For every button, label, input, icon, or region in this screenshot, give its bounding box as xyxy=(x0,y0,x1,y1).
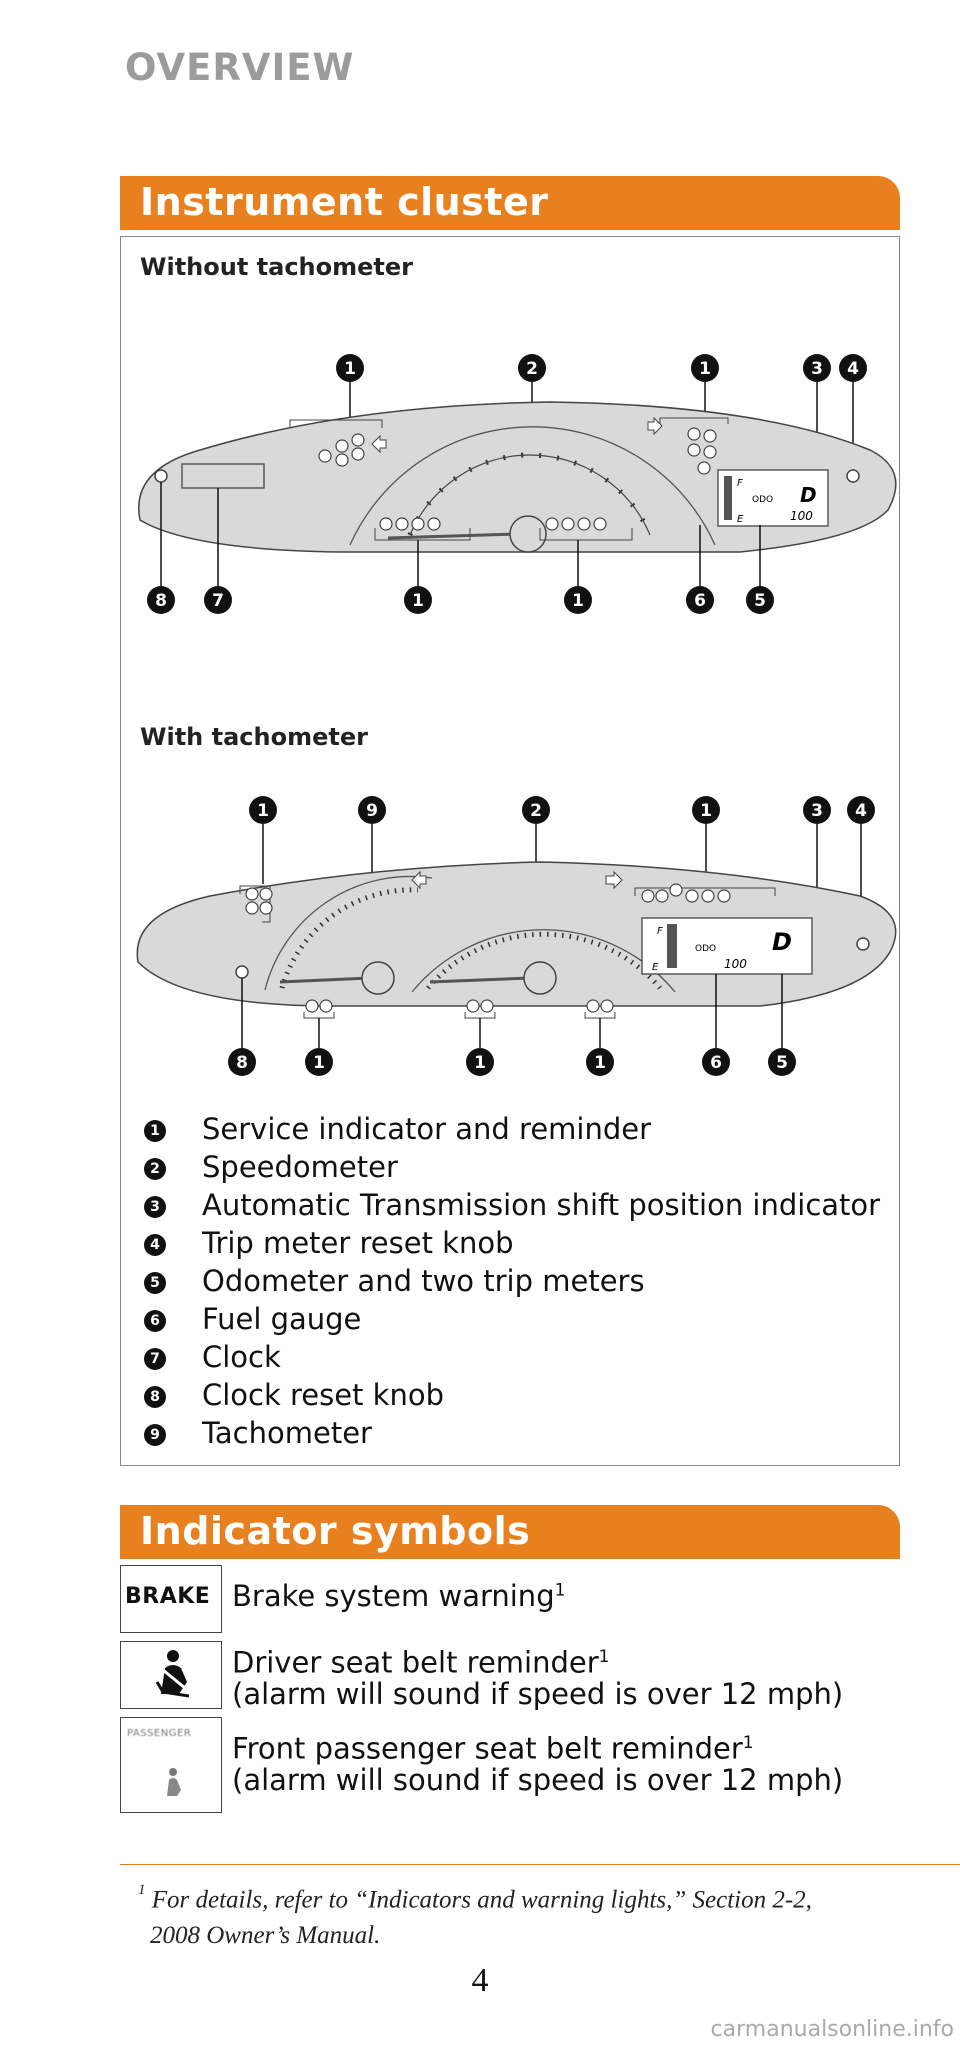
page-number: 4 xyxy=(471,1962,489,1999)
brake-warning-icon xyxy=(120,1565,222,1633)
odometer-value: 100 xyxy=(790,509,813,523)
bottom-callouts xyxy=(228,1048,796,1076)
callout-1: 1 xyxy=(699,359,711,379)
clock-reset-knob xyxy=(155,470,167,482)
callout-3: 3 xyxy=(811,801,823,821)
legend-text: Clock reset knob xyxy=(202,1378,444,1412)
indicator-note: (alarm will sound if speed is over 12 mph) xyxy=(232,1762,844,1797)
legend-text: Clock xyxy=(202,1340,281,1374)
indicator-symbols-heading: Indicator symbols xyxy=(140,1509,531,1553)
legend-text: Odometer and two trip meters xyxy=(202,1264,645,1298)
callout-6: 6 xyxy=(694,591,706,611)
callout-1: 1 xyxy=(700,801,712,821)
without-tachometer-label: Without tachometer xyxy=(140,253,413,281)
tachometer-hub xyxy=(362,962,394,994)
legend-text: Fuel gauge xyxy=(202,1302,362,1336)
footnote-ref: 1 xyxy=(554,1580,566,1601)
clock-reset-knob xyxy=(236,966,248,978)
legend-number: 5 xyxy=(144,1272,166,1294)
callout-1: 1 xyxy=(412,591,424,611)
footnote xyxy=(138,1876,938,1954)
legend-number: 4 xyxy=(144,1234,166,1256)
callout-1: 1 xyxy=(344,359,356,379)
legend-number: 7 xyxy=(144,1348,166,1370)
footnote-ref: 1 xyxy=(742,1733,754,1753)
seatbelt-driver-icon xyxy=(120,1641,222,1709)
odometer-value: 100 xyxy=(724,957,747,971)
callout-5: 5 xyxy=(754,591,766,611)
callout-5: 5 xyxy=(776,1053,788,1073)
legend-number: 1 xyxy=(144,1120,166,1142)
passenger-icon-label: PASSENGER xyxy=(127,1728,192,1739)
instrument-cluster-heading: Instrument cluster xyxy=(140,180,549,224)
indicator-symbols-banner xyxy=(120,1505,900,1559)
legend-text: Speedometer xyxy=(202,1150,398,1184)
top-callouts xyxy=(249,796,875,824)
speedometer-hub xyxy=(524,962,556,994)
callout-2: 2 xyxy=(526,359,538,379)
callout-8: 8 xyxy=(155,591,167,611)
callout-1: 1 xyxy=(313,1053,325,1073)
gear-indicator: D xyxy=(800,483,817,507)
footnote-ref: 1 xyxy=(598,1647,610,1667)
legend-text: Tachometer xyxy=(202,1416,372,1450)
clock-window xyxy=(182,464,264,488)
callout-1: 1 xyxy=(572,591,584,611)
with-tachometer-label: With tachometer xyxy=(140,723,368,751)
callout-4: 4 xyxy=(855,801,867,821)
brake-icon-label: BRAKE xyxy=(125,1584,211,1609)
legend-number: 6 xyxy=(144,1310,166,1332)
callout-1: 1 xyxy=(257,801,269,821)
legend-text: Automatic Transmission shift position indicator xyxy=(202,1188,881,1222)
legend-text: Trip meter reset knob xyxy=(202,1226,514,1260)
driver-seatbelt-text xyxy=(232,1642,843,1710)
cluster-diagram-with-tachometer xyxy=(120,792,900,1092)
callout-4: 4 xyxy=(847,359,859,379)
legend-number: 3 xyxy=(144,1196,166,1218)
watermark: carmanualsonline.info xyxy=(710,2017,954,2042)
callout-9: 9 xyxy=(366,801,378,821)
legend-text: Service indicator and reminder xyxy=(202,1112,652,1146)
legend-number: 2 xyxy=(144,1158,166,1180)
seatbelt-passenger-icon xyxy=(120,1717,222,1813)
callout-8: 8 xyxy=(236,1053,248,1073)
indicator-label: Driver seat belt reminder xyxy=(232,1645,599,1680)
callout-6: 6 xyxy=(710,1053,722,1073)
indicator-note: (alarm will sound if speed is over 12 mph) xyxy=(232,1676,844,1711)
gear-indicator: D xyxy=(772,928,792,956)
legend-number: 9 xyxy=(144,1424,166,1446)
passenger-seatbelt-text xyxy=(232,1728,843,1796)
top-callouts xyxy=(336,354,867,382)
section-title: OVERVIEW xyxy=(125,46,355,89)
speedometer-hub xyxy=(510,516,546,552)
callout-7: 7 xyxy=(212,591,224,611)
trip-reset-knob xyxy=(847,470,859,482)
callout-1: 1 xyxy=(594,1053,606,1073)
footnote-line-2: 2008 Owner’s Manual. xyxy=(150,1922,381,1950)
footnote-line-1: For details, refer to “Indicators and warning lights,” Section 2-2, xyxy=(151,1886,812,1914)
cluster-diagram-without-tachometer xyxy=(120,340,900,660)
fuel-full-label: F xyxy=(657,926,663,937)
indicator-label: Brake system warning xyxy=(232,1579,555,1613)
odo-label: ODO xyxy=(695,944,717,954)
odo-label: ODO xyxy=(752,495,774,505)
footnote-marker: 1 xyxy=(138,1882,146,1898)
legend-number: 8 xyxy=(144,1386,166,1408)
footnote-rule xyxy=(120,1864,960,1865)
callout-2: 2 xyxy=(530,801,542,821)
trip-reset-knob xyxy=(857,938,869,950)
callout-3: 3 xyxy=(811,359,823,379)
instrument-cluster-banner xyxy=(120,176,900,230)
fuel-empty-label: E xyxy=(737,514,744,525)
indicator-label: Front passenger seat belt reminder xyxy=(232,1731,743,1766)
brake-warning-text xyxy=(232,1579,565,1613)
fuel-empty-label: E xyxy=(652,962,659,973)
callout-1: 1 xyxy=(474,1053,486,1073)
fuel-full-label: F xyxy=(737,478,743,489)
bottom-callouts xyxy=(147,586,774,614)
